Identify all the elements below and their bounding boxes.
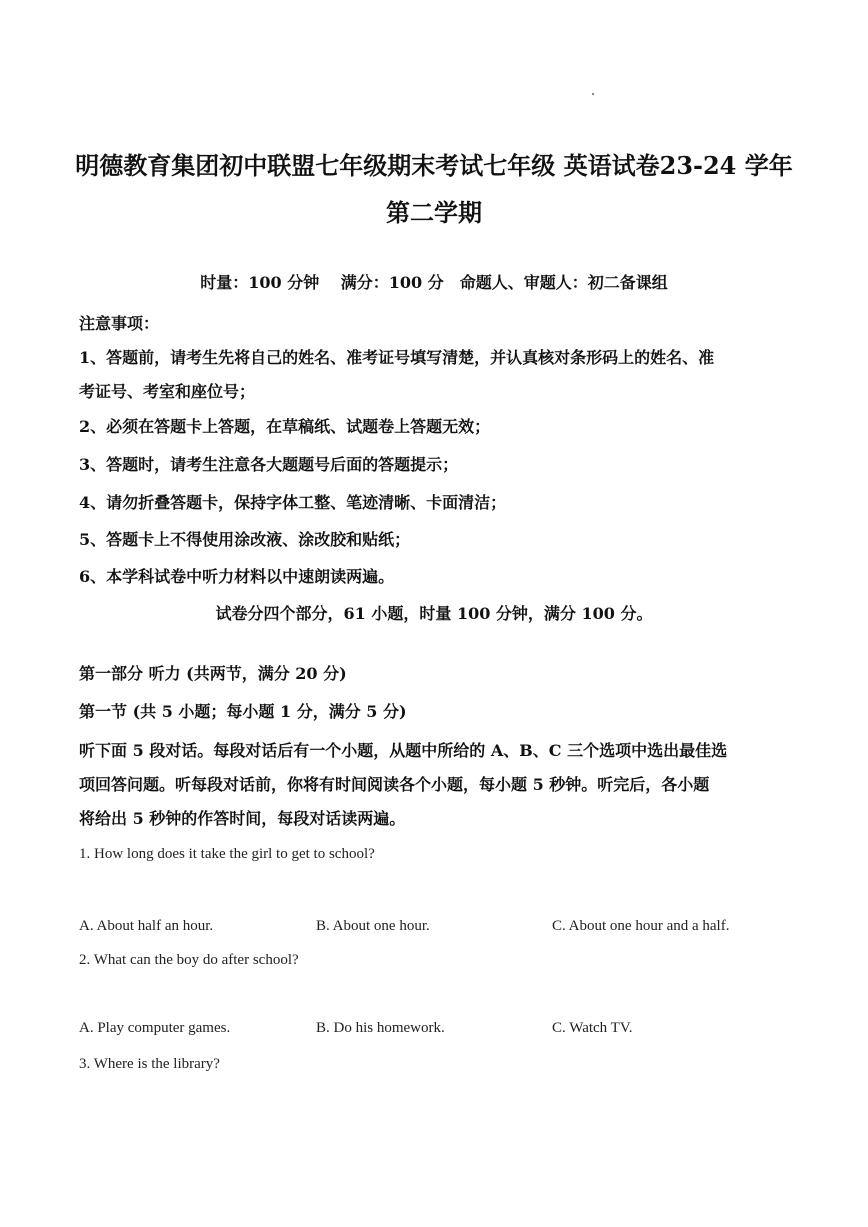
notice-item: 考证号、考室和座位号； xyxy=(79,382,256,401)
document-title-line-1: 明德教育集团初中联盟七年级期末考试七年级 英语试卷23-24 学年 xyxy=(75,151,793,180)
notice-heading: 注意事项： xyxy=(79,314,160,333)
notice-item: 1、答题前，请考生先将自己的姓名、准考证号填写清楚，并认真核对条形码上的姓名、准 xyxy=(79,348,715,367)
document-title-line-2: 第二学期 xyxy=(386,198,482,227)
exam-meta: 时量：100 分钟 满分：100 分 命题人、审题人：初二备课组 xyxy=(200,273,668,292)
question-2-option-a: A. Play computer games. xyxy=(79,1020,231,1036)
notice-item: 5、答题卡上不得使用涂改液、涂改胶和贴纸； xyxy=(79,530,411,549)
question-2-option-c: C. Watch TV. xyxy=(552,1020,633,1036)
section-heading: 第一节 (共 5 小题；每小题 1 分，满分 5 分) xyxy=(79,702,407,721)
question-1-option-b: B. About one hour. xyxy=(316,918,430,934)
question-3: 3. Where is the library? xyxy=(79,1056,220,1072)
part-heading: 第一部分 听力 (共两节，满分 20 分) xyxy=(79,664,347,683)
question-1: 1. How long does it take the girl to get to school? xyxy=(79,846,375,862)
notice-item: 2、必须在答题卡上答题，在草稿纸、试题卷上答题无效； xyxy=(79,417,491,436)
notice-item: 6、本学科试卷中听力材料以中速朗读两遍。 xyxy=(79,567,395,586)
question-1-option-c: C. About one hour and a half. xyxy=(552,918,730,934)
scan-speck xyxy=(592,93,594,95)
question-1-option-a: A. About half an hour. xyxy=(79,918,214,934)
notice-item: 3、答题时，请考生注意各大题题号后面的答题提示； xyxy=(79,455,459,474)
exam-summary: 试卷分四个部分，61 小题，时量 100 分钟，满分 100 分。 xyxy=(215,604,653,623)
instruction-line: 将给出 5 秒钟的作答时间，每段对话读两遍。 xyxy=(79,809,406,828)
notice-item: 4、请勿折叠答题卡，保持字体工整、笔迹清晰、卡面清洁； xyxy=(79,493,507,512)
question-2-option-b: B. Do his homework. xyxy=(316,1020,445,1036)
question-2: 2. What can the boy do after school? xyxy=(79,952,299,968)
instruction-line: 项回答问题。听每段对话前，你将有时间阅读各个小题，每小题 5 秒钟。听完后，各小题 xyxy=(79,775,710,794)
instruction-line: 听下面 5 段对话。每段对话后有一个小题，从题中所给的 A、B、C 三个选项中选出最佳选 xyxy=(79,741,728,760)
